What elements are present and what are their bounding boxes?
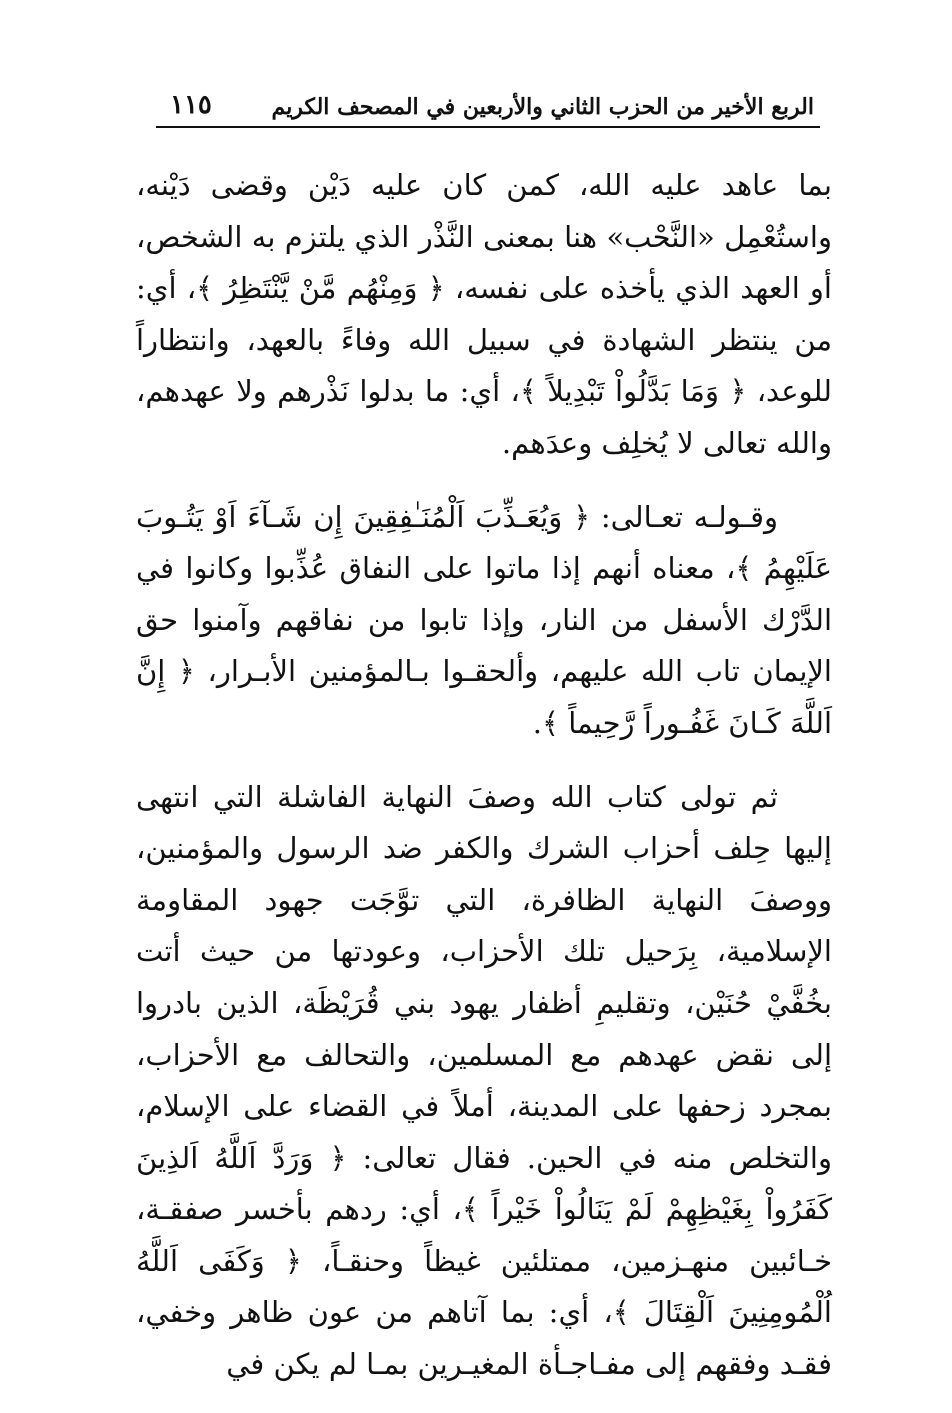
paragraph: وقـولـه تعـالى: ﴿ وَيُعَـذِّبَ اَلْمُنَـٰفِقِينَ إِن شَـآءَ اَوْ يَتُـوبَ عَلَيْهِمُ ﴾، معناه أنهم إذا ماتوا على النفاق عُذِّبوا وكانوا في الدَّرْك الأسفل من النار، وإذا تابوا من نفاقهم وآمنوا حق الإيمان تاب الله عليهم، وألحقـوا بـالمؤمنين الأبـرار، ﴿ إِنَّ اَللَّهَ كَـانَ غَفُـوراً رَّحِيماً ﴾. bbox=[136, 499, 832, 740]
body-text bbox=[136, 160, 832, 1413]
paragraph: بما عاهد عليه الله، كمن كان عليه دَيْن وقضى دَيْنه، واستُعْمِل «النَّحْب» هنا بمعنى النَّذْر الذي يلتزم به الشخص، أو العهد الذي يأخذه على نفسه، ﴿ وَمِنْهُم مَّنْ يَّنْتَظِرُ ﴾، أي: من ينتظر الشهادة في سبيل الله وفاءً بالعهد، وانتظاراً للوعد، ﴿ وَمَا بَدَّلُواْ تَبْدِيلاً ﴾، أي: ما بدلوا نَذْرهم ولا عهدهم، والله تعالى لا يُخلِف وعدَهم. bbox=[136, 168, 832, 460]
paragraph: ثم تولى كتاب الله وصفَ النهاية الفاشلة التي انتهى إليها حِلف أحزاب الشرك والكفر ضد الرسول والمؤمنين، ووصفَ النهاية الظافرة، التي توَّجَت جهود المقاومة الإسلامية، بِرَحيل تلك الأحزاب، وعودتها من حيث أتت بخُفَّيْ حُنَيْن، وتقليمِ أظفار يهود بني قُرَيْظَة، الذين بادروا إلى نقض عهدهم مع المسلمين، والتحالف مع الأحزاب، بمجرد زحفها على المدينة، أملاً في القضاء على الإسلام، والتخلص منه في الحين. فقال تعالى: ﴿ وَرَدَّ اَللَّهُ اَلذِينَ كَفَرُواْ بِغَيْظِهِمْ لَمْ يَنَالُواْ خَيْراً ﴾، أي: ردهم بأخسر صفقـة، خـائبين منهـزمين، ممتلئين غيظاً وحنقـاً، ﴿ وَكَفَى اَللَّهُ اُلْمُومِنِينَ اَلْقِتَالَ ﴾، أي: بما آتاهم من عون ظاهر وخفي، فقـد وفقهم إلى مفـاجـأة المغيـرين بمـا لم يكن في bbox=[136, 779, 832, 1382]
running-title: الربع الأخير من الحزب الثاني والأربعين في المصحف الكريم bbox=[271, 94, 814, 120]
page-header bbox=[156, 86, 820, 128]
page-number: ١١٥ bbox=[170, 90, 212, 120]
